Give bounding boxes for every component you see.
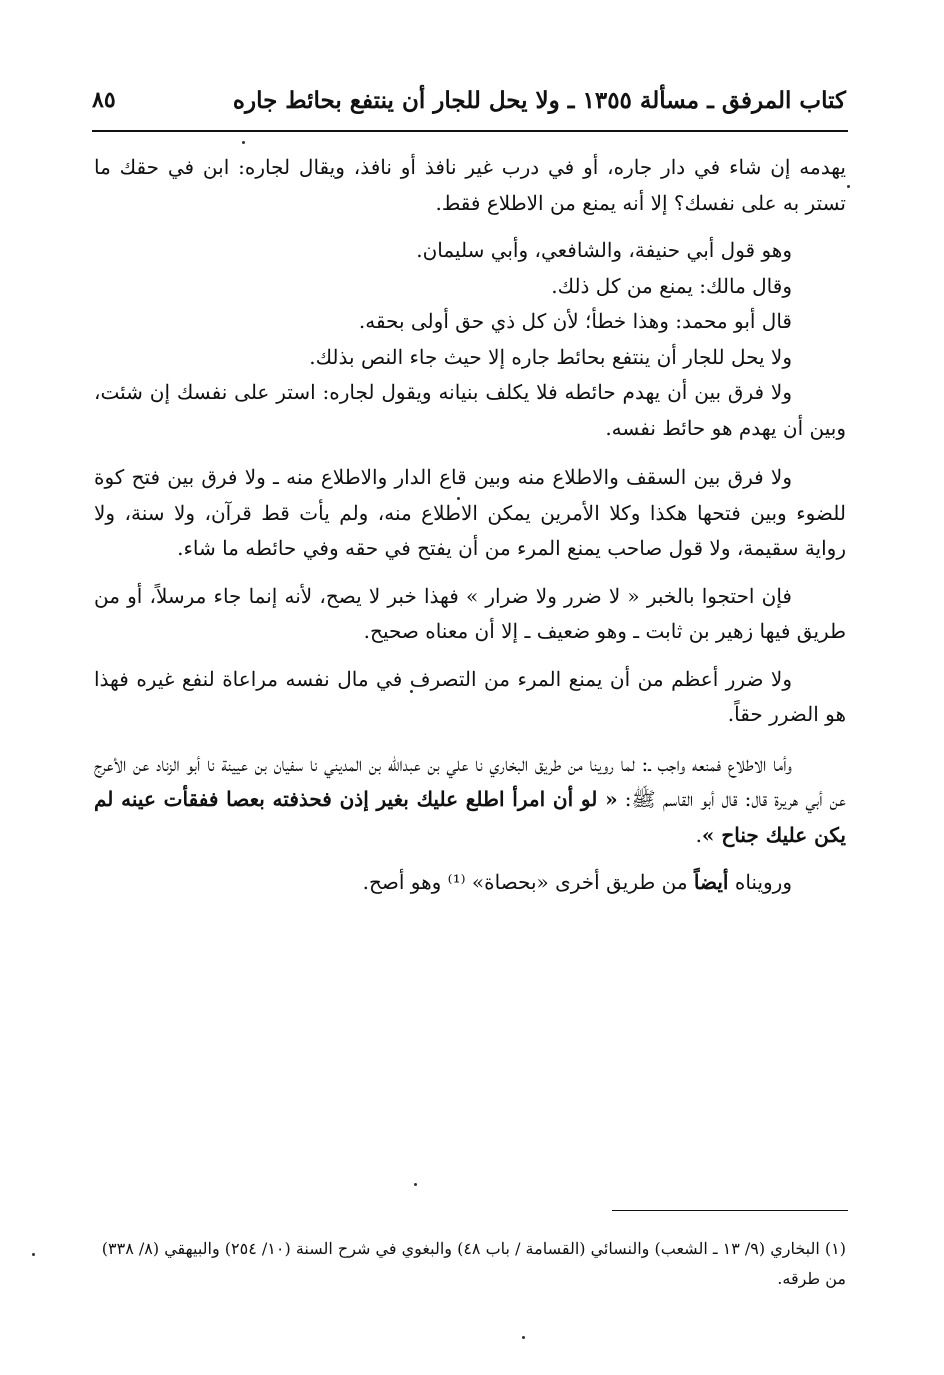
footnote: (١) البخاري (٩/ ١٣ ـ الشعب) والنسائي (القسامة / باب ٤٨) والبغوي في شرح السنة (١٠/ ٢٥٤) والبيهقي (٨/ ٣٣٨) من طرقه. bbox=[101, 1239, 846, 1288]
scan-speck bbox=[522, 1336, 525, 1339]
running-header bbox=[92, 78, 846, 122]
hadith-quote: « لو أن امرأ اطلع عليك بغير إذن فحذفته بعصا ففقأت عينه لم يكن عليك جناح » bbox=[94, 787, 846, 847]
paragraph-harm: ولا ضرر أعظم من أن يمنع المرء من التصرف في مال نفسه مراعاة لنفع غيره فهذا هو الضرر حقاً. bbox=[94, 666, 846, 726]
paragraph-opinions: وهو قول أبي حنيفة، والشافعي، وأبي سليمان. bbox=[416, 238, 792, 262]
main-text bbox=[94, 150, 846, 901]
narration-after: من طريق أخرى «بحصاة» ⁽¹⁾ وهو أصح. bbox=[362, 870, 694, 894]
page-number: ٨٥ bbox=[92, 87, 116, 113]
paragraph-continuation: يهدمه إن شاء في دار جاره، أو في درب غير نافذ أو نافذ، ويقال لجاره: ابن في حقك ما تستر به على نفسك؟ إلا أنه يمنع من الاطلاع فقط. bbox=[94, 155, 846, 215]
scan-speck bbox=[847, 185, 850, 188]
paragraph-abu-muhammad: قال أبو محمد: وهذا خطأ؛ لأن كل ذي حق أولى بحقه. bbox=[358, 309, 792, 333]
hadith-intro: وأما الاطلاع فمنعه واجب ـ: لما روينا من طريق البخاري نا علي بن عبدالله بن المديني نا سفيان بن عيينة نا أبو الزناد عن الأعرج عن أبي هريرة قال: قال أبو القاسم ﷺ: bbox=[94, 751, 846, 811]
scan-speck bbox=[457, 497, 460, 500]
scan-speck bbox=[32, 1253, 35, 1256]
paragraph-narration bbox=[94, 865, 846, 901]
footnote-rule bbox=[612, 1210, 848, 1211]
header-title: كتاب المرفق ـ مسألة ١٣٥٥ ـ ولا يحل للجار أن ينتفع بحائط جاره bbox=[232, 86, 846, 114]
paragraph-hadith-objection: فإن احتجوا بالخبر « لا ضرر ولا ضرار » فهذا خبر لا يصح، لأنه إنما جاء مرسلاً، أو من طريق فيها زهير بن ثابت ـ وهو ضعيف ـ إلا أن معناه صحيح. bbox=[94, 583, 846, 643]
header-rule bbox=[92, 130, 848, 132]
paragraph-hadith bbox=[94, 747, 846, 854]
narration-emphasis: أيضاً bbox=[693, 870, 729, 894]
paragraph-ruling: ولا يحل للجار أن ينتفع بحائط جاره إلا حيث جاء النص بذلك. bbox=[309, 344, 792, 369]
scan-speck bbox=[410, 690, 413, 693]
narration-before: ورويناه bbox=[728, 870, 792, 894]
paragraph-malik: وقال مالك: يمنع من كل ذلك. bbox=[551, 273, 792, 298]
scan-speck bbox=[414, 1183, 417, 1186]
scan-speck bbox=[242, 141, 245, 144]
hadith-end: . bbox=[695, 822, 702, 847]
paragraph-roof: ولا فرق بين السقف والاطلاع منه وبين قاع الدار والاطلاع منه ـ ولا فرق بين فتح كوة للضوء وبين فتحها هكذا وكلا الأمرين يمكن الاطلاع منه، ولم يأت قط قرآن، ولا سنة، ولا رواية سقيمة، ولا قول صاحب يمنع المرء من أن يفتح في حقه وفي حائطه ما شاء. bbox=[94, 465, 846, 560]
paragraph-no-difference: ولا فرق بين أن يهدم حائطه فلا يكلف بنيانه ويقول لجاره: استر على نفسك إن شئت، وبين أن يهدم هو حائط نفسه. bbox=[94, 380, 846, 440]
